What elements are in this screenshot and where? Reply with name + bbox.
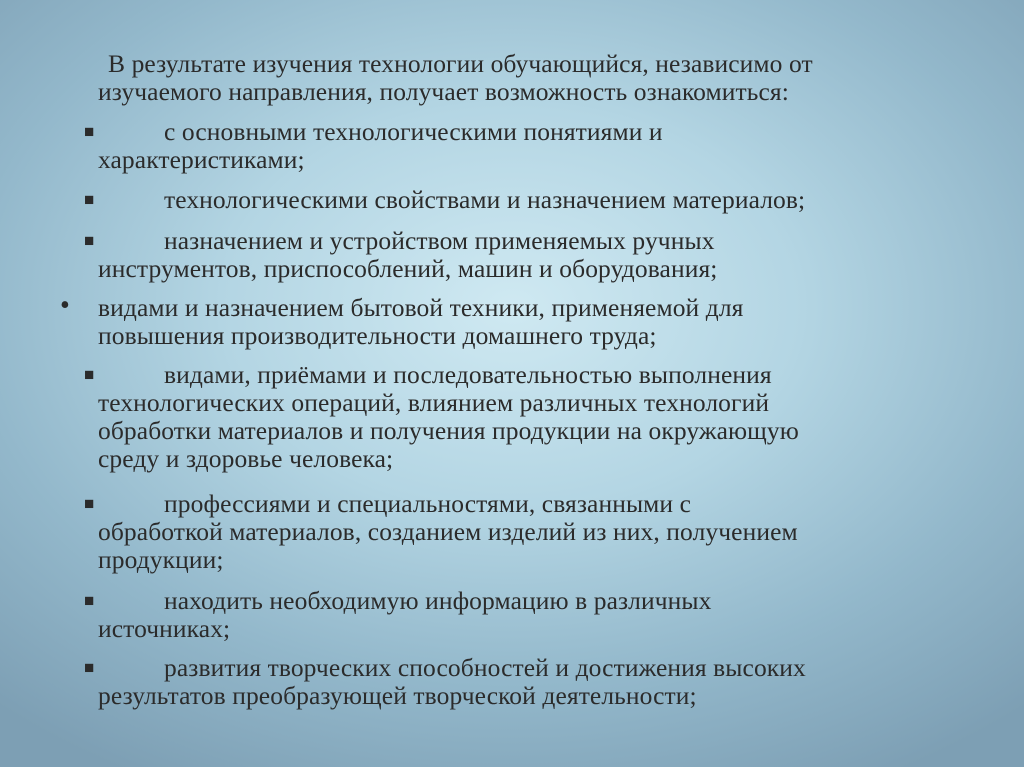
bullet-square-icon: ■	[84, 231, 95, 250]
list-item	[98, 118, 978, 174]
bullet-square-icon: ■	[84, 658, 95, 677]
list-item-line: повышения производительности домашнего труда;	[98, 321, 657, 350]
list-item	[98, 490, 978, 574]
bullet-square-icon: ■	[84, 591, 95, 610]
list-item-line: среду и здоровье человека;	[98, 444, 394, 473]
bullet-dot-icon: •	[60, 290, 70, 321]
list-item-line: продукции;	[98, 545, 224, 574]
list-item	[98, 361, 978, 473]
bullet-square-icon: ■	[84, 190, 95, 209]
intro-line-1: В результате изучения технологии обучающийся, независимо от	[108, 49, 813, 78]
list-item-line: обработки материалов и получения продукции на окружающую	[98, 416, 799, 445]
list-item-line: с основными технологическими понятиями и	[164, 117, 663, 146]
bullet-square-icon: ■	[84, 122, 95, 141]
list-item-line: технологических операций, влиянием различных технологий	[98, 388, 770, 417]
list-item-line: развития творческих способностей и достижения высоких	[164, 653, 806, 682]
list-item-line: характеристиками;	[98, 145, 305, 174]
list-item-line: видами и назначением бытовой техники, применяемой для	[98, 293, 744, 322]
list-item-line: результатов преобразующей творческой деятельности;	[98, 681, 697, 710]
list-item-line: обработкой материалов, созданием изделий из них, получением	[98, 517, 798, 546]
list-item-line: профессиями и специальностями, связанными с	[164, 489, 692, 518]
list-item-line: находить необходимую информацию в различных	[164, 586, 712, 615]
list-item	[98, 294, 978, 350]
bullet-square-icon: ■	[84, 365, 95, 384]
list-item-line: технологическими свойствами и назначением материалов;	[164, 185, 806, 214]
list-item-line: инструментов, приспособлений, машин и оборудования;	[98, 254, 718, 283]
intro-paragraph	[98, 50, 978, 106]
list-item-line: видами, приёмами и последовательностью выполнения	[164, 360, 772, 389]
list-item	[98, 587, 978, 643]
list-item	[98, 654, 978, 710]
list-item-line: источниках;	[98, 614, 231, 643]
intro-line-2: изучаемого направления, получает возможность ознакомиться:	[98, 77, 789, 106]
list-item	[98, 227, 978, 283]
list-item-line: назначением и устройством применяемых ручных	[164, 226, 715, 255]
bullet-square-icon: ■	[84, 494, 95, 513]
list-item	[98, 186, 978, 214]
